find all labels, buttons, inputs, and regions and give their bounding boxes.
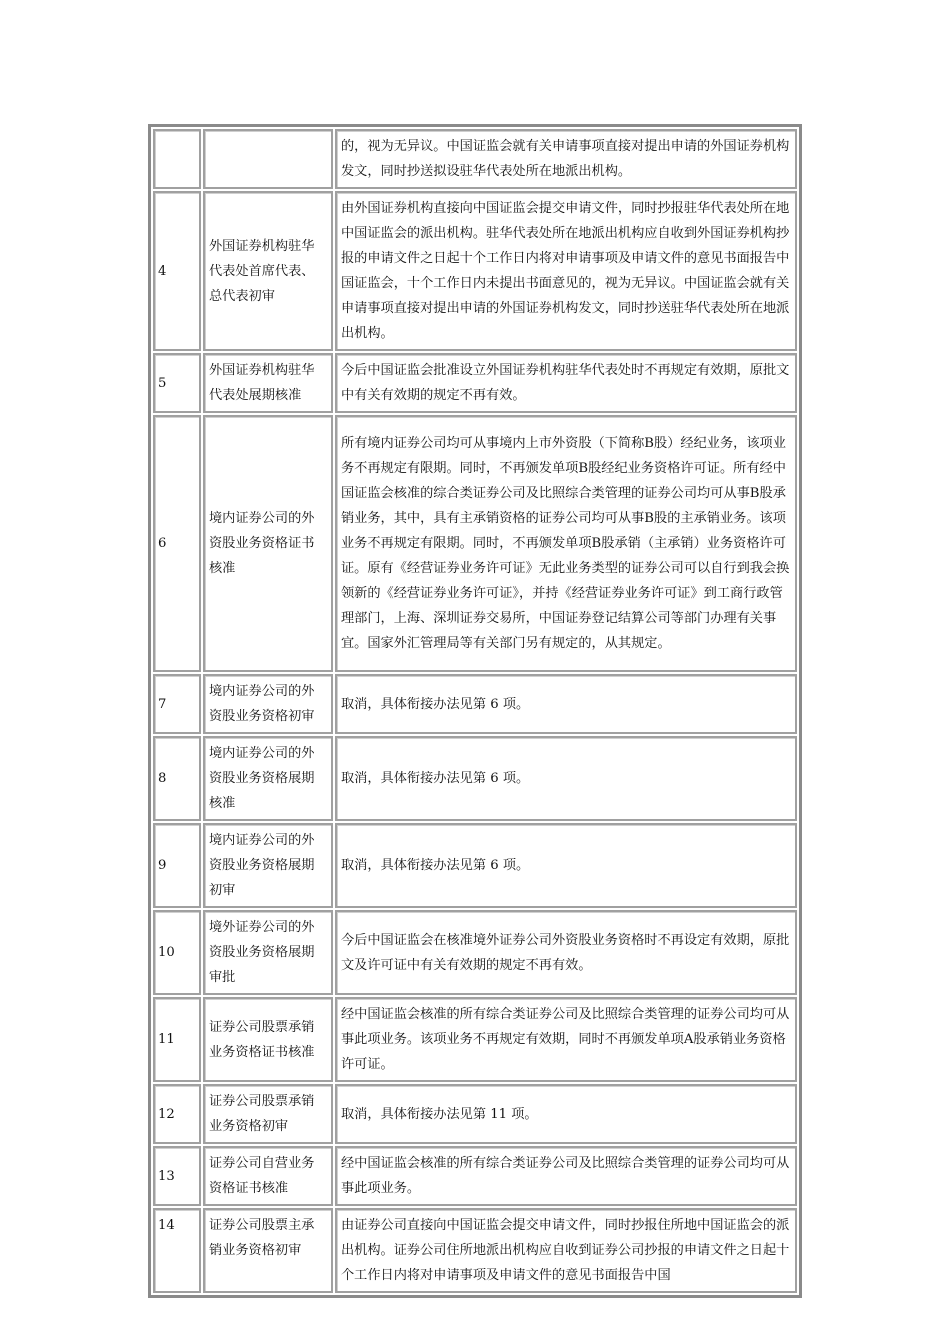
table-row bbox=[153, 1084, 797, 1144]
item-description: 今后中国证监会批准设立外国证券机构驻华代表处时不再规定有效期，原批文中有关有效期的规定不再有效。 bbox=[335, 353, 797, 413]
item-description: 由证券公司直接向中国证监会提交申请文件，同时抄报住所地中国证监会的派出机构。证券公司住所地派出机构应自收到证券公司抄报的申请文件之日起十个工作日内将对申请事项及申请文件的意见书面报告中国 bbox=[335, 1208, 797, 1293]
item-description: 取消，具体衔接办法见第 6 项。 bbox=[335, 736, 797, 821]
table-row bbox=[153, 910, 797, 995]
item-name: 境外证券公司的外资股业务资格展期审批 bbox=[203, 910, 333, 995]
item-name: 外国证券机构驻华代表处首席代表、总代表初审 bbox=[203, 191, 333, 351]
row-number: 9 bbox=[153, 823, 201, 908]
item-name: 证券公司股票主承销业务资格初审 bbox=[203, 1208, 333, 1293]
item-description: 经中国证监会核准的所有综合类证券公司及比照综合类管理的证券公司均可从事此项业务。该项业务不再规定有效期，同时不再颁发单项A股承销业务资格许可证。 bbox=[335, 997, 797, 1082]
row-number: 14 bbox=[153, 1208, 201, 1293]
table-row bbox=[153, 1146, 797, 1206]
table-row bbox=[153, 997, 797, 1082]
table-row bbox=[153, 1208, 797, 1293]
item-name: 外国证券机构驻华代表处展期核准 bbox=[203, 353, 333, 413]
table-row bbox=[153, 736, 797, 821]
row-number: 7 bbox=[153, 674, 201, 734]
item-description: 由外国证券机构直接向中国证监会提交申请文件，同时抄报驻华代表处所在地中国证监会的派出机构。驻华代表处所在地派出机构应自收到外国证券机构抄报的申请文件之日起十个工作日内将对申请事项及申请文件的意见书面报告中国证监会，十个工作日内未提出书面意见的，视为无异议。中国证监会就有关申请事项直接对提出申请的外国证券机构发文，同时抄送驻华代表处所在地派出机构。 bbox=[335, 191, 797, 351]
item-description: 经中国证监会核准的所有综合类证券公司及比照综合类管理的证券公司均可从事此项业务。 bbox=[335, 1146, 797, 1206]
item-name: 境内证券公司的外资股业务资格证书核准 bbox=[203, 415, 333, 672]
item-name: 境内证券公司的外资股业务资格展期核准 bbox=[203, 736, 333, 821]
table-row bbox=[153, 674, 797, 734]
row-number: 8 bbox=[153, 736, 201, 821]
item-description: 取消，具体衔接办法见第 6 项。 bbox=[335, 823, 797, 908]
item-name: 证券公司股票承销业务资格初审 bbox=[203, 1084, 333, 1144]
item-description: 取消，具体衔接办法见第 11 项。 bbox=[335, 1084, 797, 1144]
table-row bbox=[153, 415, 797, 672]
regulation-table bbox=[148, 124, 802, 1298]
item-description: 的，视为无异议。中国证监会就有关申请事项直接对提出申请的外国证券机构发文，同时抄送拟设驻华代表处所在地派出机构。 bbox=[335, 129, 797, 189]
row-number: 6 bbox=[153, 415, 201, 672]
item-description: 今后中国证监会在核准境外证券公司外资股业务资格时不再设定有效期，原批文及许可证中有关有效期的规定不再有效。 bbox=[335, 910, 797, 995]
row-number bbox=[153, 129, 201, 189]
item-description: 取消，具体衔接办法见第 6 项。 bbox=[335, 674, 797, 734]
table-row bbox=[153, 823, 797, 908]
row-number: 13 bbox=[153, 1146, 201, 1206]
row-number: 4 bbox=[153, 191, 201, 351]
item-name: 境内证券公司的外资股业务资格初审 bbox=[203, 674, 333, 734]
row-number: 12 bbox=[153, 1084, 201, 1144]
row-number: 10 bbox=[153, 910, 201, 995]
table-row bbox=[153, 191, 797, 351]
item-name bbox=[203, 129, 333, 189]
item-name: 证券公司股票承销业务资格证书核准 bbox=[203, 997, 333, 1082]
row-number: 5 bbox=[153, 353, 201, 413]
table-row bbox=[153, 353, 797, 413]
item-name: 境内证券公司的外资股业务资格展期初审 bbox=[203, 823, 333, 908]
item-name: 证券公司自营业务资格证书核准 bbox=[203, 1146, 333, 1206]
row-number: 11 bbox=[153, 997, 201, 1082]
table-row bbox=[153, 129, 797, 189]
item-description: 所有境内证券公司均可从事境内上市外资股（下简称B股）经纪业务，该项业务不再规定有限期。同时，不再颁发单项B股经纪业务资格许可证。所有经中国证监会核准的综合类证券公司及比照综合类管理的证券公司均可从事B股承销业务，其中，具有主承销资格的证券公司均可从事B股的主承销业务。该项业务不再规定有限期。同时，不再颁发单项B股承销（主承销）业务资格许可证。原有《经营证券业务许可证》无此业务类型的证券公司可以自行到我会换领新的《经营证券业务许可证》，并持《经营证券业务许可证》到工商行政管理部门，上海、深圳证券交易所，中国证券登记结算公司等部门办理有关事宜。国家外汇管理局等有关部门另有规定的，从其规定。 bbox=[335, 415, 797, 672]
